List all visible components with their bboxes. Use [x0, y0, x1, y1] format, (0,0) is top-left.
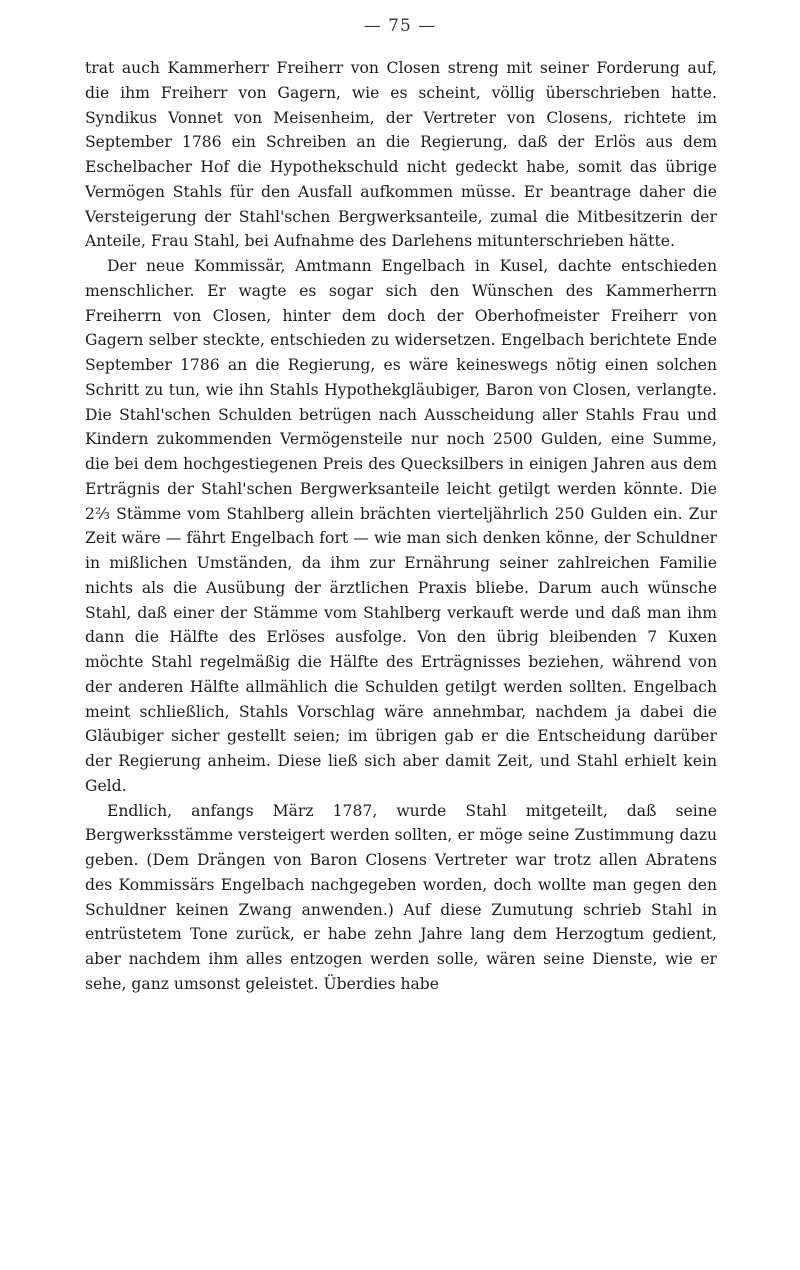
page-number: — 75 —	[363, 16, 437, 36]
paragraph-continuation: trat auch Kammerherr Freiherr von Closen streng mit seiner Forderung auf, die ihm Freiherr von Gagern, wie es scheint, völlig überschrieben hatte. Syndikus Vonnet von Meisenheim, der Vertreter von Closens, richtete im September 1786 ein Schreiben an die Regierung, daß der Erlös aus dem Eschelbacher Hof die Hypothekschuld nicht gedeckt habe, somit das übrige Vermögen Stahls für den Ausfall aufkommen müsse. Er beantrage daher die Versteigerung der Stahl'schen Bergwerksanteile, zumal die Mitbesitzerin der Anteile, Frau Stahl, bei Aufnahme des Darlehens mitunterschrieben hätte.	[85, 59, 717, 251]
body-text	[85, 56, 717, 997]
paragraph-march-1787: Endlich, anfangs März 1787, wurde Stahl mitgeteilt, daß seine Bergwerksstämme versteigert werden sollten, er möge seine Zustimmung dazu geben. (Dem Drängen von Baron Closens Vertreter war trotz allen Abratens des Kommissärs Engelbach nachgegeben worden, doch wollte man gegen den Schuldner keinen Zwang anwenden.) Auf diese Zumutung schrieb Stahl in entrüstetem Tone zurück, er habe zehn Jahre lang dem Herzogtum gedient, aber nachdem ihm alles entzogen werden solle, wären seine Dienste, wie er sehe, ganz umsonst geleistet. Überdies habe	[85, 801, 717, 993]
paragraph-engelbach-report: Der neue Kommissär, Amtmann Engelbach in Kusel, dachte entschieden menschlicher. Er wagte es sogar sich den Wünschen des Kammerherrn Freiherrn von Closen, hinter dem doch der Oberhofmeister Freiherr von Gagern selber steckte, entschieden zu widersetzen. Engelbach berichtete Ende September 1786 an die Regierung, es wäre keineswegs nötig einen solchen Schritt zu tun, wie ihn Stahls Hypothekgläubiger, Baron von Closen, verlangte. Die Stahl'schen Schulden betrügen nach Ausscheidung aller Stahls Frau und Kindern zukommenden Vermögensteile nur noch 2500 Gulden, eine Summe, die bei dem hochgestiegenen Preis des Quecksilbers in einigen Jahren aus dem Erträgnis der Stahl'schen Bergwerksanteile leicht getilgt werden könnte. Die 2⅔ Stämme vom Stahlberg allein brächten vierteljährlich 250 Gulden ein. Zur Zeit wäre — fährt Engelbach fort — wie man sich denken könne, der Schuldner in mißlichen Umständen, da ihm zur Ernährung seiner zahlreichen Familie nichts als die Ausübung der ärztlichen Praxis bliebe. Darum auch wünsche Stahl, daß einer der Stämme vom Stahlberg verkauft werde und daß man ihm dann die Hälfte des Erlöses ausfolge. Von den übrig bleibenden 7 Kuxen möchte Stahl regelmäßig die Hälfte des Erträgnisses beziehen, während von der anderen Hälfte allmählich die Schulden getilgt werden sollten. Engelbach meint schließlich, Stahls Vorschlag wäre annehmbar, nachdem ja dabei die Gläubiger sicher gestellt seien; im übrigen gab er die Entscheidung darüber der Regierung anheim. Diese ließ sich aber damit Zeit, und Stahl erhielt kein Geld.	[85, 257, 717, 795]
